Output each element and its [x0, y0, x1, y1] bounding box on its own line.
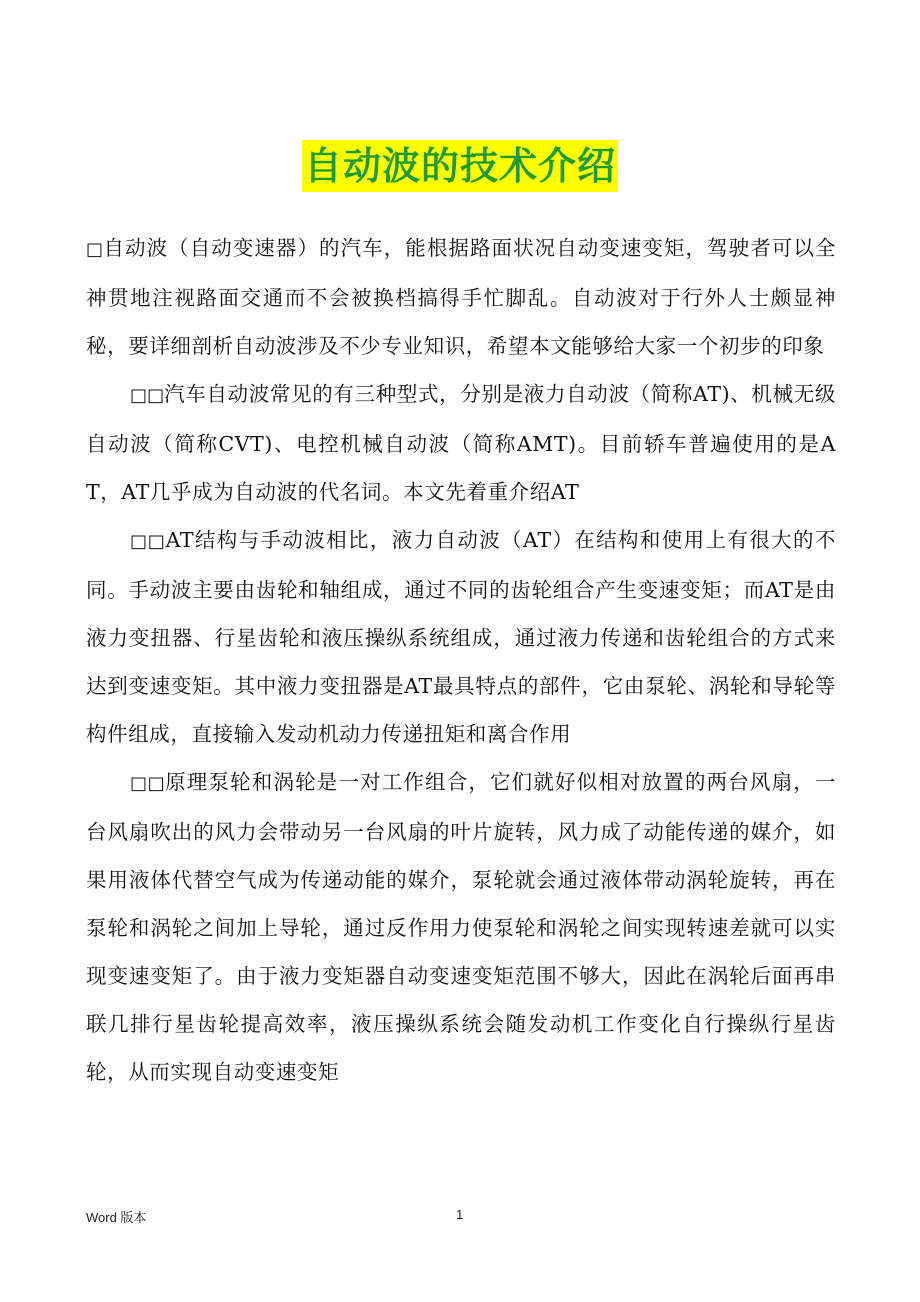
- placeholder-glyph: □□: [130, 531, 166, 552]
- paragraph-principle: [86, 758, 836, 1096]
- paragraph-text: 原理泵轮和涡轮是一对工作组合，它们就好似相对放置的两台风扇，一台风扇吹出的风力会带动另一台风扇的叶片旋转，风力成了动能传递的媒介，如果用液体代替空气成为传递动能的媒介，泵轮就会通过液体带动涡轮旋转，再在泵轮和涡轮之间加上导轮，通过反作用力使泵轮和涡轮之间实现转速差就可以实现变速变矩了。由于液力变矩器自动变速变矩范围不够大，因此在涡轮后面再串联几排行星齿轮提高效率，液压操纵系统会随发动机工作变化自行操纵行星齿轮，从而实现自动变速变矩: [86, 770, 836, 1084]
- paragraph-structure: [86, 516, 836, 758]
- paragraph-intro: [86, 224, 836, 370]
- paragraph-text: 自动波（自动变速器）的汽车，能根据路面状况自动变速变矩，驾驶者可以全神贯地注视路面交通而不会被换档搞得手忙脚乱。自动波对于行外人士颇显神秘，要详细剖析自动波涉及不少专业知识，希望本文能够给大家一个初步的印象: [86, 236, 836, 358]
- footer-label: Word 版本: [86, 1210, 147, 1225]
- placeholder-glyph: □□: [130, 773, 166, 794]
- document-title: 自动波的技术介绍: [302, 140, 618, 192]
- page-footer: [86, 1207, 836, 1227]
- title-container: [0, 140, 920, 192]
- document-body: [86, 224, 836, 1096]
- placeholder-glyph: □□: [130, 385, 165, 406]
- paragraph-text: AT结构与手动波相比，液力自动波（AT）在结构和使用上有很大的不同。手动波主要由齿轮和轴组成，通过不同的齿轮组合产生变速变矩；而AT是由液力变扭器、行星齿轮和液压操纵系统组成，通过液力传递和齿轮组合的方式来达到变速变矩。其中液力变扭器是AT最具特点的部件，它由泵轮、涡轮和导轮等构件组成，直接输入发动机动力传递扭矩和离合作用: [86, 528, 836, 746]
- placeholder-glyph: □: [86, 239, 104, 260]
- paragraph-types: [86, 370, 836, 516]
- paragraph-text: 汽车自动波常见的有三种型式，分别是液力自动波（简称AT)、机械无级自动波（简称CVT)、电控机械自动波（简称AMT)。目前轿车普遍使用的是AT，AT几乎成为自动波的代名词。本文先着重介绍AT: [86, 382, 837, 504]
- page-number: 1: [456, 1207, 464, 1222]
